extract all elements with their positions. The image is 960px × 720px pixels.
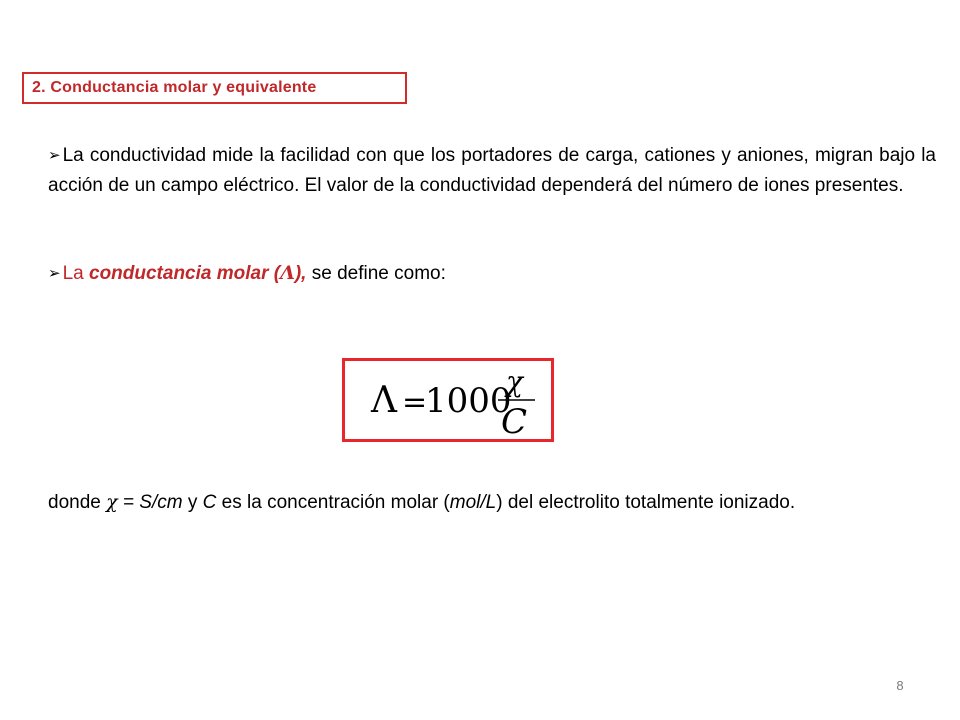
paragraph-conductivity [48, 141, 936, 201]
arrow-bullet-icon: ➢ [48, 265, 61, 282]
formula-equation [345, 361, 551, 439]
definition-text: ) del electrolito totalmente ionizado. [496, 492, 796, 513]
paragraph-molar-conductance [48, 258, 936, 289]
term-molar-conductance: conductancia molar ( [89, 263, 281, 284]
unit-mol-l: mol/L [449, 492, 497, 513]
formula-numerator: χ [506, 365, 523, 398]
paragraph-suffix: se define como: [306, 263, 446, 284]
definition-text: es la concentración molar ( [216, 492, 450, 513]
formula-box [342, 358, 554, 442]
formula-coefficient: 1000 [425, 381, 512, 421]
definition-text: y [182, 492, 203, 513]
section-title: 2. Conductancia molar y equivalente [32, 79, 317, 96]
paragraph-prefix: La [62, 263, 89, 284]
paragraph-conductivity-text: La conductividad mide la facilidad con que los portadores de carga, cationes y aniones, migran bajo la acción de un campo eléctrico. El valor de la conductividad dependerá del número de iones presentes. [48, 145, 936, 196]
chi-symbol: χ [106, 491, 118, 513]
definition-line [48, 487, 936, 518]
formula-denominator: C [501, 402, 528, 439]
arrow-bullet-icon: ➢ [48, 147, 61, 164]
formula-lambda: Λ [371, 380, 397, 421]
chi-unit: = S/cm [117, 492, 183, 513]
formula-equals: = [402, 385, 428, 420]
section-title-box [22, 72, 407, 104]
c-symbol: C [202, 492, 217, 513]
definition-text: donde [48, 492, 107, 513]
lambda-symbol: Λ [280, 262, 295, 284]
page-number: 8 [896, 678, 904, 693]
term-close: ), [294, 263, 307, 284]
